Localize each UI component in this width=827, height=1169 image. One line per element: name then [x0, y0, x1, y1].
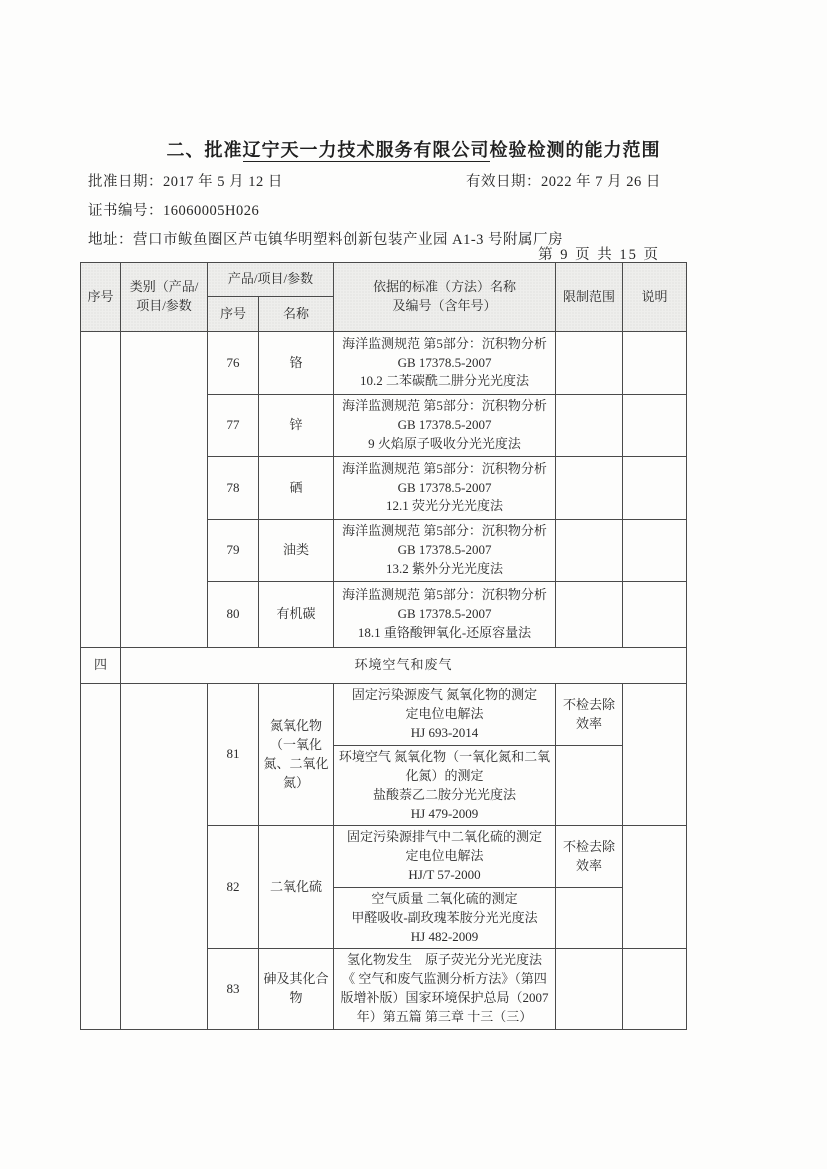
section-label: 环境空气和废气: [121, 648, 687, 684]
cell-limit: [556, 582, 623, 648]
table-header-row-1: [81, 263, 687, 297]
cell-note: [623, 582, 687, 648]
col-header-serial: 序号: [81, 263, 121, 332]
approve-date: 批准日期：2017 年 5 月 12 日: [88, 174, 283, 190]
col-header-standard: 依据的标准（方法）名称 及编号（含年号）: [334, 263, 556, 332]
cell-standard: 固定污染源废气 氮氧化物的测定 定电位电解法 HJ 693-2014: [334, 684, 556, 746]
cell-no: 80: [208, 582, 259, 648]
cell-note: [623, 684, 687, 826]
col-header-category: 类别（产品/ 项目/参数: [121, 263, 208, 332]
cell-name: 铬: [259, 332, 334, 395]
cell-name: 硒: [259, 457, 334, 520]
cell-limit: 不检去除效率: [556, 684, 623, 746]
section-number: 四: [81, 648, 121, 684]
certificate-number: 证书编号：16060005H026: [88, 203, 260, 219]
cell-name: 氮氧化物（一氧化氮、二氧化氮）: [259, 684, 334, 826]
cell-standard: 海洋监测规范 第5部分：沉积物分析 GB 17378.5-2007 13.2 紫外分光光度法: [334, 520, 556, 582]
valid-date: 有效日期：2022 年 7 月 26 日: [466, 174, 661, 190]
page-title: [0, 136, 827, 162]
cell-standard: 氢化物发生 原子荧光分光光度法 《 空气和废气监测分析方法》（第四版增补版）国家环境保护总局（2007年）第五篇 第三章 十三（三）: [334, 949, 556, 1029]
cell-standard: 环境空气 氮氧化物（一氧化氮和二氧化氮）的测定 盐酸萘乙二胺分光光度法 HJ 479-2009: [334, 746, 556, 826]
cell-standard: 海洋监测规范 第5部分：沉积物分析 GB 17378.5-2007 12.1 荧光分光光度法: [334, 457, 556, 520]
cell-name: 油类: [259, 520, 334, 582]
cell-no: 82: [208, 826, 259, 949]
cell-name: 砷及其化合物: [259, 949, 334, 1029]
cell-name: 锌: [259, 395, 334, 457]
cell-standard: 空气质量 二氧化硫的测定 甲醛吸收-副玫瑰苯胺分光光度法 HJ 482-2009: [334, 887, 556, 949]
cell-name: 二氧化硫: [259, 826, 334, 949]
cell-no: 78: [208, 457, 259, 520]
cell-limit: [556, 949, 623, 1029]
cell-limit: [556, 887, 623, 949]
col-header-note: 说明: [623, 263, 687, 332]
cell-note: [623, 457, 687, 520]
cell-category-empty: [121, 684, 208, 1030]
cell-note: [623, 826, 687, 949]
table-row: [81, 332, 687, 395]
cell-note: [623, 949, 687, 1029]
cell-note: [623, 332, 687, 395]
cell-limit: [556, 746, 623, 826]
cell-no: 77: [208, 395, 259, 457]
page-number-info: 第 9 页 共 15 页: [538, 247, 660, 263]
cell-standard: 固定污染源排气中二氧化硫的测定 定电位电解法 HJ/T 57-2000: [334, 826, 556, 888]
cell-note: [623, 395, 687, 457]
address-line: 地址：营口市鲅鱼圈区芦屯镇华明塑料创新包装产业园 A1-3 号附属厂房: [88, 232, 564, 248]
cell-no: 79: [208, 520, 259, 582]
col-header-limit: 限制范围: [556, 263, 623, 332]
cell-no: 81: [208, 684, 259, 826]
section-row: [81, 648, 687, 684]
table-row: [81, 684, 687, 746]
title-company-name: 辽宁天一力技术服务有限公司: [242, 140, 490, 160]
cell-limit: [556, 332, 623, 395]
cell-standard: 海洋监测规范 第5部分：沉积物分析 GB 17378.5-2007 9 火焰原子吸收分光光度法: [334, 395, 556, 457]
cell-serial-empty: [81, 684, 121, 1030]
col-header-sub-name: 名称: [259, 297, 334, 332]
col-header-product-group: 产品/项目/参数: [208, 263, 334, 297]
cell-serial-empty: [81, 332, 121, 648]
cell-limit: [556, 520, 623, 582]
cell-limit: [556, 457, 623, 520]
title-prefix: 二、批准: [166, 140, 243, 160]
title-suffix: 检验检测的能力范围: [489, 140, 661, 160]
cell-limit: [556, 395, 623, 457]
cell-note: [623, 520, 687, 582]
capability-table: [80, 262, 687, 1030]
cell-category-empty: [121, 332, 208, 648]
cell-standard: 海洋监测规范 第5部分：沉积物分析 GB 17378.5-2007 18.1 重铬酸钾氧化-还原容量法: [334, 582, 556, 648]
cell-no: 83: [208, 949, 259, 1029]
cell-no: 76: [208, 332, 259, 395]
cell-limit: 不检去除效率: [556, 826, 623, 888]
cell-standard: 海洋监测规范 第5部分：沉积物分析 GB 17378.5-2007 10.2 二苯碳酰二肼分光光度法: [334, 332, 556, 395]
cell-name: 有机碳: [259, 582, 334, 648]
col-header-sub-serial: 序号: [208, 297, 259, 332]
